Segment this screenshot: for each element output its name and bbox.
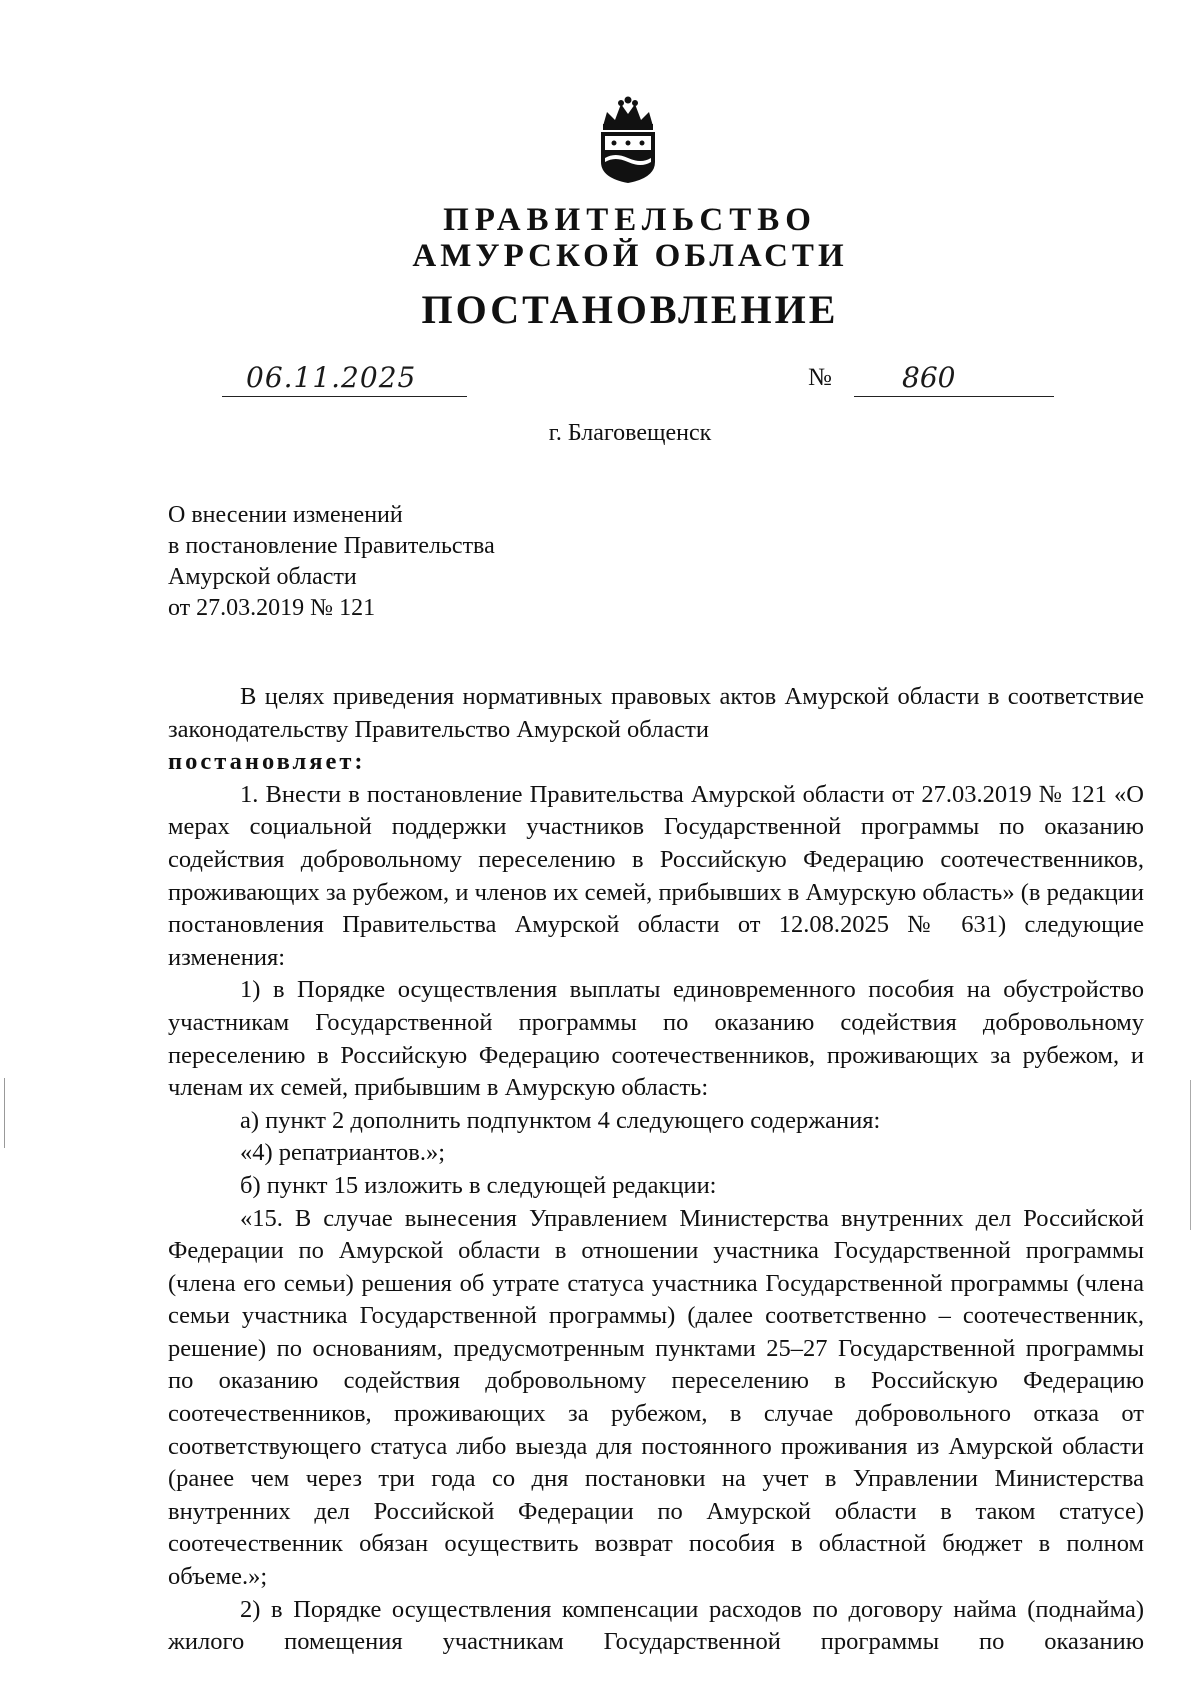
preamble: В целях приведения нормативных правовых актов Амурской области в соответствие законодательству Правительство Амурской области bbox=[168, 683, 1144, 743]
scan-margin-mark bbox=[1190, 1080, 1191, 1230]
date-field bbox=[222, 356, 467, 397]
paragraph: 2) в Порядке осуществления компенсации расходов по договору найма (поднайма) жилого помещения участникам Государственной программы по оказанию bbox=[168, 1595, 1144, 1656]
paragraph: «15. В случае вынесения Управлением Министерства внутренних дел Российской Федерации по Амурской области в отношении участника Государственной программы (члена его семьи) решения об утрате статуса участника Государственной программы (члена семьи участника Государственной программы) (далее соответственно – соотечественник, решение) по основаниям, предусмотренным пунктами 25–27 Государственной программы по оказанию содействия добровольному переселению в Российскую Федерацию соотечественников, проживающих за рубежом, в случае добровольного отказа от соответствующего статуса либо выезда для постоянного проживания из Амурской области (ранее чем через три года со дня постановки на учет в Управлении Министерства внутренних дел Российской Федерации по Амурской области в таком статусе) соотечественник обязан осуществить возврат пособия в областной бюджет в полном объеме.»; bbox=[168, 1204, 1144, 1591]
document-type: ПОСТАНОВЛЕНИЕ bbox=[421, 287, 839, 332]
number-field bbox=[854, 356, 1054, 397]
paragraph: б) пункт 15 изложить в следующей редакции: bbox=[240, 1171, 717, 1199]
scan-margin-mark bbox=[4, 1078, 5, 1148]
paragraph: 1. Внести в постановление Правительства Амурской области от 27.03.2019 № 121 «О мерах социальной поддержки участников Государственной программы по оказанию содействия добровольному переселению в Российскую Федерацию соотечественников, проживающих за рубежом, и членов их семей, прибывших в Амурскую область» (в редакции постановления Правительства Амурской области от 12.08.2025 № 631) следующие изменения: bbox=[168, 780, 1144, 971]
subject-line: в постановление Правительства bbox=[168, 533, 495, 559]
org-name-line2: АМУРСКОЙ ОБЛАСТИ bbox=[412, 238, 848, 274]
document-subject bbox=[168, 500, 495, 624]
paragraph: 1) в Порядке осуществления выплаты единовременного пособия на обустройство участникам Государственной программы по оказанию содействия добровольному переселению в Российскую Федерацию соотечественников, проживающих за рубежом, и членам их семей, прибывшим в Амурскую область: bbox=[168, 976, 1144, 1102]
handwritten-number: 860 bbox=[902, 361, 956, 394]
handwritten-date: 06.11.2025 bbox=[246, 361, 417, 394]
city: г. Благовещенск bbox=[548, 420, 712, 446]
resolves-word: постановляет: bbox=[168, 748, 366, 776]
subject-line: от 27.03.2019 № 121 bbox=[168, 595, 376, 621]
paragraph: а) пункт 2 дополнить подпунктом 4 следующего содержания: bbox=[240, 1106, 881, 1134]
amur-coat-of-arms-icon bbox=[597, 96, 659, 184]
document-body bbox=[168, 681, 1144, 1659]
org-name-line1: ПРАВИТЕЛЬСТВО bbox=[443, 202, 817, 238]
subject-line: Амурской области bbox=[168, 564, 357, 590]
number-sign: № bbox=[808, 364, 832, 391]
paragraph: «4) репатриантов.»; bbox=[240, 1139, 445, 1167]
subject-line: О внесении изменений bbox=[168, 502, 403, 528]
